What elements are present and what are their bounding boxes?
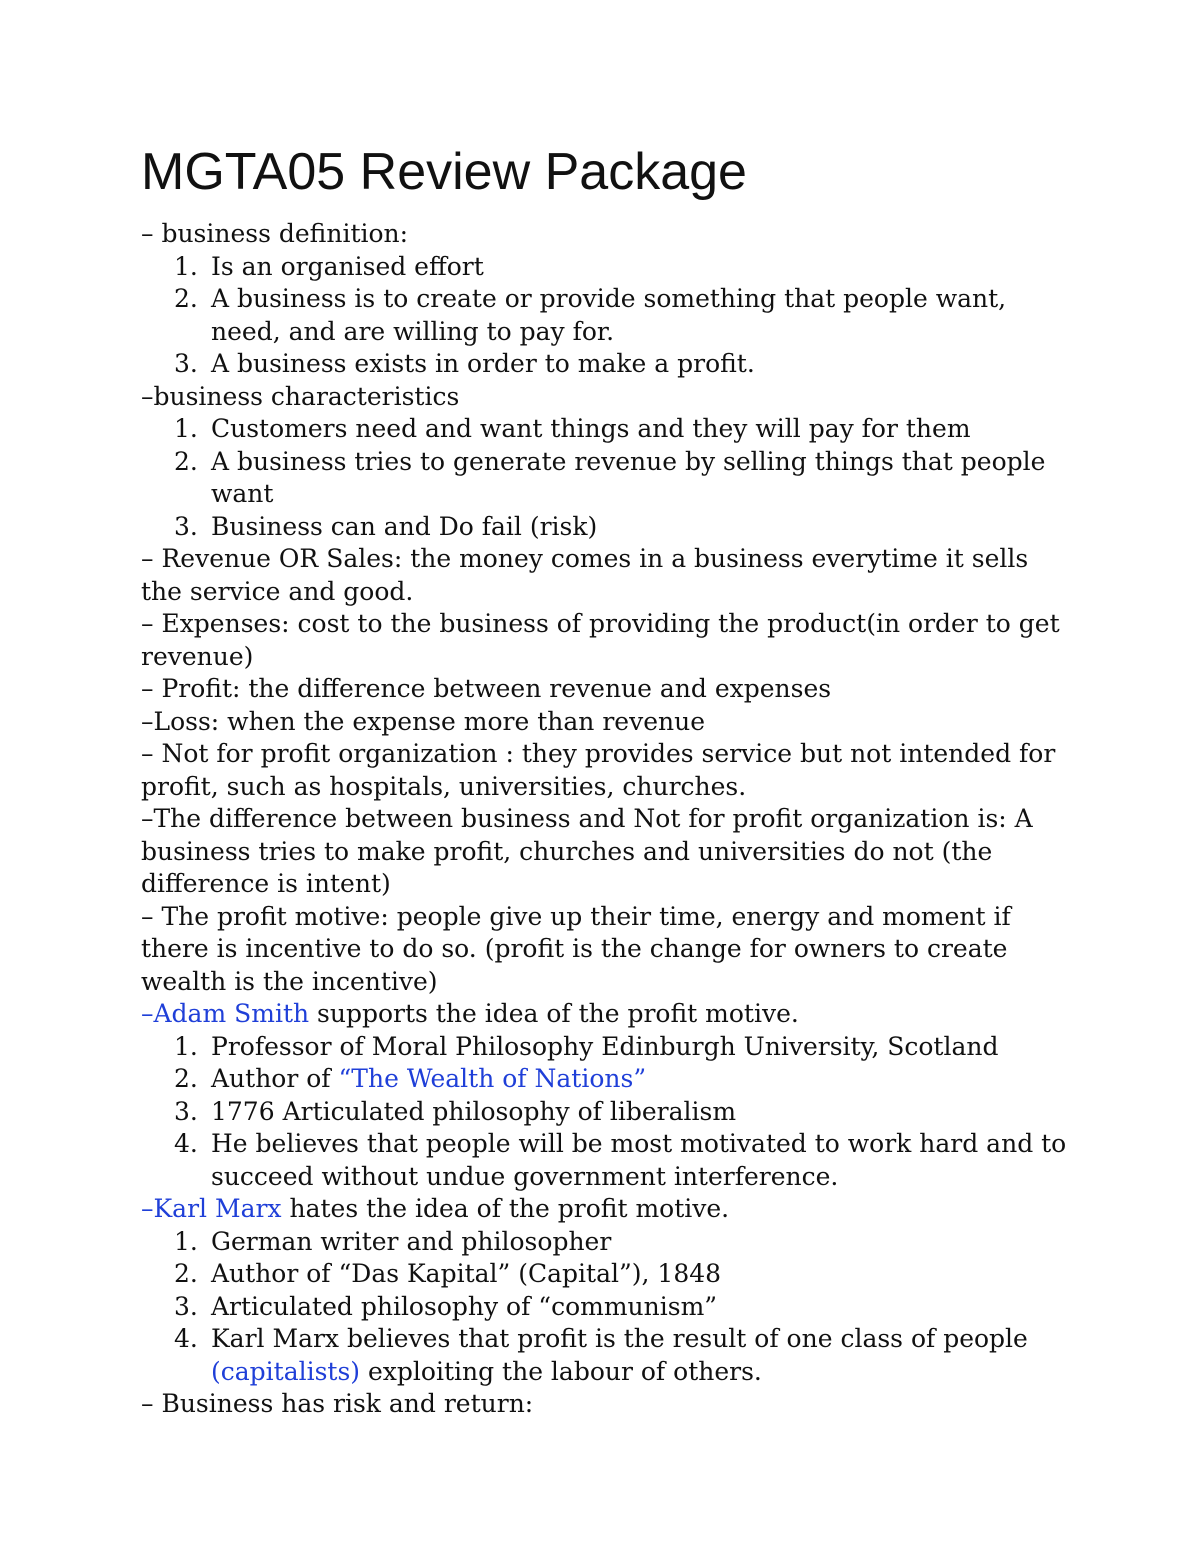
list-text: A business tries to generate revenue by selling things that people want [211,446,1046,508]
business-definition-list [141,251,1071,381]
wealth-of-nations-title: “The Wealth of Nations” [338,1064,647,1093]
profit-definition: – Profit: the difference between revenue and expenses [141,674,832,703]
list-number: 3. [174,1291,198,1321]
karl-marx-rest: hates the idea of the profit motive. [281,1194,730,1223]
list-text: Professor of Moral Philosophy Edinburgh University, Scotland [211,1031,999,1061]
list-number: 3. [174,1096,198,1126]
adam-smith-heading [141,998,1071,1031]
not-for-profit-definition: – Not for profit organization : they provides service but not intended for profit, such as hospitals, universities, churches. [141,739,1056,801]
karl-marx-name: Karl Marx [153,1194,282,1223]
list-text: Author of “Das Kapital” (Capital”), 1848 [211,1259,722,1288]
list-item [141,1291,1071,1324]
list-text: A business exists in order to make a profit. [211,349,755,378]
list-text: German writer and philosopher [211,1226,612,1256]
list-number: 2. [174,284,198,313]
list-item [141,413,1071,446]
business-characteristics-list [141,413,1071,543]
difference-paragraph: –The difference between business and Not for profit organization is: A business tries to make profit, churches and universities do not (the difference is intent) [141,804,1033,898]
karl-marx-list [141,1226,1071,1389]
list-text: Karl Marx believes that profit is the result of one class of people [211,1324,1028,1353]
list-number: 1. [174,414,198,443]
list-text: 1776 Articulated philosophy of liberalism [211,1096,737,1126]
list-item [141,251,1071,284]
business-definition-heading: – business definition: [141,219,409,248]
adam-smith-name: Adam Smith [153,999,310,1028]
list-item [141,348,1071,381]
list-number: 1. [174,1226,198,1256]
list-item [141,1258,1071,1291]
capitalists-highlight: (capitalists) [211,1356,361,1386]
list-text: Articulated philosophy of “communism” [211,1291,718,1321]
list-number: 4. [174,1129,198,1158]
page-title: MGTA05 Review Package [141,143,747,201]
list-text: He believes that people will be most motivated to work hard and to succeed without undue government interference. [211,1129,1067,1191]
list-text: Customers need and want things and they will pay for them [211,414,971,443]
list-number: 4. [174,1324,198,1353]
list-text: Author of [211,1064,339,1093]
karl-marx-dash: – [141,1194,154,1223]
karl-marx-heading [141,1193,1071,1226]
list-item [141,283,1071,348]
list-number: 3. [174,349,198,378]
adam-smith-list [141,1031,1071,1194]
adam-smith-dash: – [141,999,154,1028]
list-number: 3. [174,511,198,541]
list-item [141,1226,1071,1259]
list-number: 2. [174,446,198,476]
revenue-definition: – Revenue OR Sales: the money comes in a business everytime it sells the service and good. [141,544,1029,606]
list-number: 1. [174,1031,198,1061]
list-number: 1. [174,251,198,281]
list-item [141,1063,1071,1096]
list-item [141,1031,1071,1064]
document-page [141,138,1071,1421]
list-item [141,1323,1071,1388]
expenses-definition: – Expenses: cost to the business of providing the product(in order to get revenue) [141,609,1060,671]
list-item [141,1128,1071,1193]
list-text: exploiting the labour of others. [360,1356,762,1386]
list-text: A business is to create or provide something that people want, need, and are willing to pay for. [211,284,1007,346]
list-item [141,511,1071,544]
list-text: Business can and Do fail (risk) [211,511,598,541]
risk-return-paragraph: – Business has risk and return: [141,1389,534,1418]
list-text: Is an organised effort [211,251,484,281]
list-item [141,1096,1071,1129]
list-item [141,446,1071,511]
list-number: 2. [174,1259,198,1288]
list-number: 2. [174,1064,198,1093]
adam-smith-rest: supports the idea of the profit motive. [309,999,799,1028]
loss-definition: –Loss: when the expense more than revenue [141,706,705,736]
profit-motive-paragraph: – The profit motive: people give up their time, energy and moment if there is incentive to do so. (profit is the change for owners to create wealth is the incentive) [141,901,1011,996]
business-characteristics-heading: –business characteristics [141,381,460,411]
